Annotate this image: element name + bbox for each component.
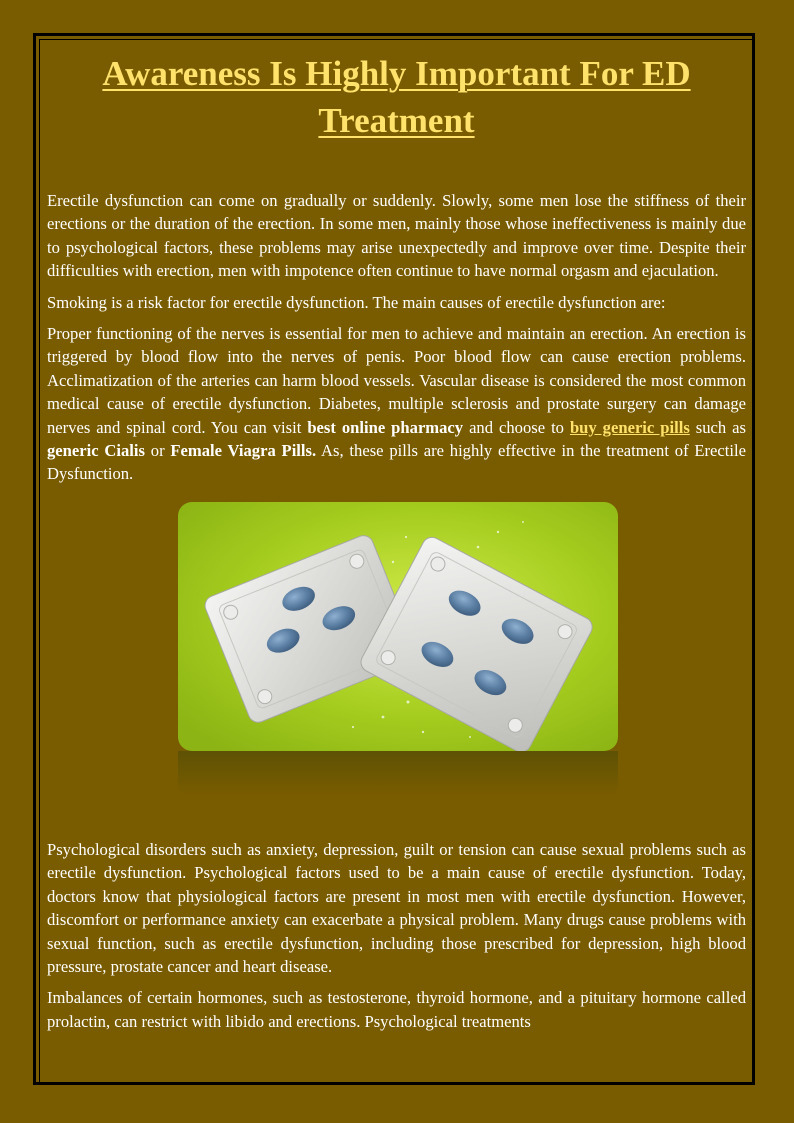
paragraph-causes-text-c: such as bbox=[689, 417, 746, 437]
paragraph-causes-text-a: Proper functioning of the nerves is essential for men to achieve and maintain an erection. An erection is triggered by blood flow into the nerves of penis. Poor blood flow can cause erection problems. Acclimatization of the arteries can harm blood vessels. Vascular disease is considered the most common medical cause of erectile dysfunction. Diabetes, multiple sclerosis and prostate surgery can damage nerves and spinal cord. You can visit bbox=[47, 324, 746, 437]
paragraph-causes bbox=[47, 322, 746, 486]
buy-generic-pills-link[interactable]: buy generic pills bbox=[569, 417, 690, 437]
best-online-pharmacy-text: best online pharmacy bbox=[307, 417, 464, 437]
document-content bbox=[47, 44, 746, 1080]
paragraph-causes-text-e: As, these pills are highly effective in the treatment of Erectile Dysfunction. bbox=[47, 441, 746, 484]
paragraph-psychological: Psychological disorders such as anxiety, depression, guilt or tension can cause sexual problems such as erectile dysfunction. Psychological factors used to be a main cause of erectile dysfunction. Today, doctors know that physiological factors are present in most men with erectile dysfunction. However, discomfort or performance anxiety can exacerbate a physical problem. Many drugs cause problems with sexual function, such as erectile dysfunction, including those prescribed for depression, high blood pressure, prostate cancer and heart disease. bbox=[47, 839, 746, 976]
pill-blister-pack-image bbox=[178, 502, 618, 751]
image-reflection bbox=[178, 751, 618, 797]
paragraph-causes-text-b: and choose to bbox=[463, 417, 570, 437]
generic-cialis-text: generic Cialis bbox=[47, 441, 145, 461]
paragraph-causes-text-d: or bbox=[144, 441, 171, 461]
paragraph-onset: Erectile dysfunction can come on gradually or suddenly. Slowly, some men lose the stiffness of their erections or the duration of the erection. In some men, mainly those whose ineffectiveness is mainly due to psychological factors, these problems may arise unexpectedly and improve over time. Despite their difficulties with erection, men with impotence often continue to have normal orgasm and ejaculation. bbox=[47, 191, 746, 281]
female-viagra-pills-text: Female Viagra Pills. bbox=[170, 441, 317, 461]
pill-blister-pack-icon bbox=[178, 502, 618, 751]
paragraph-hormones: Imbalances of certain hormones, such as testosterone, thyroid hormone, and a pituitary hormone called prolactin, can restrict with libido and erections. Psychological treatments bbox=[47, 988, 746, 1031]
paragraph-smoking: Smoking is a risk factor for erectile dysfunction. The main causes of erectile dysfunction are: bbox=[47, 292, 666, 312]
document-title: Awareness Is Highly Important For ED Treatment bbox=[102, 54, 691, 140]
